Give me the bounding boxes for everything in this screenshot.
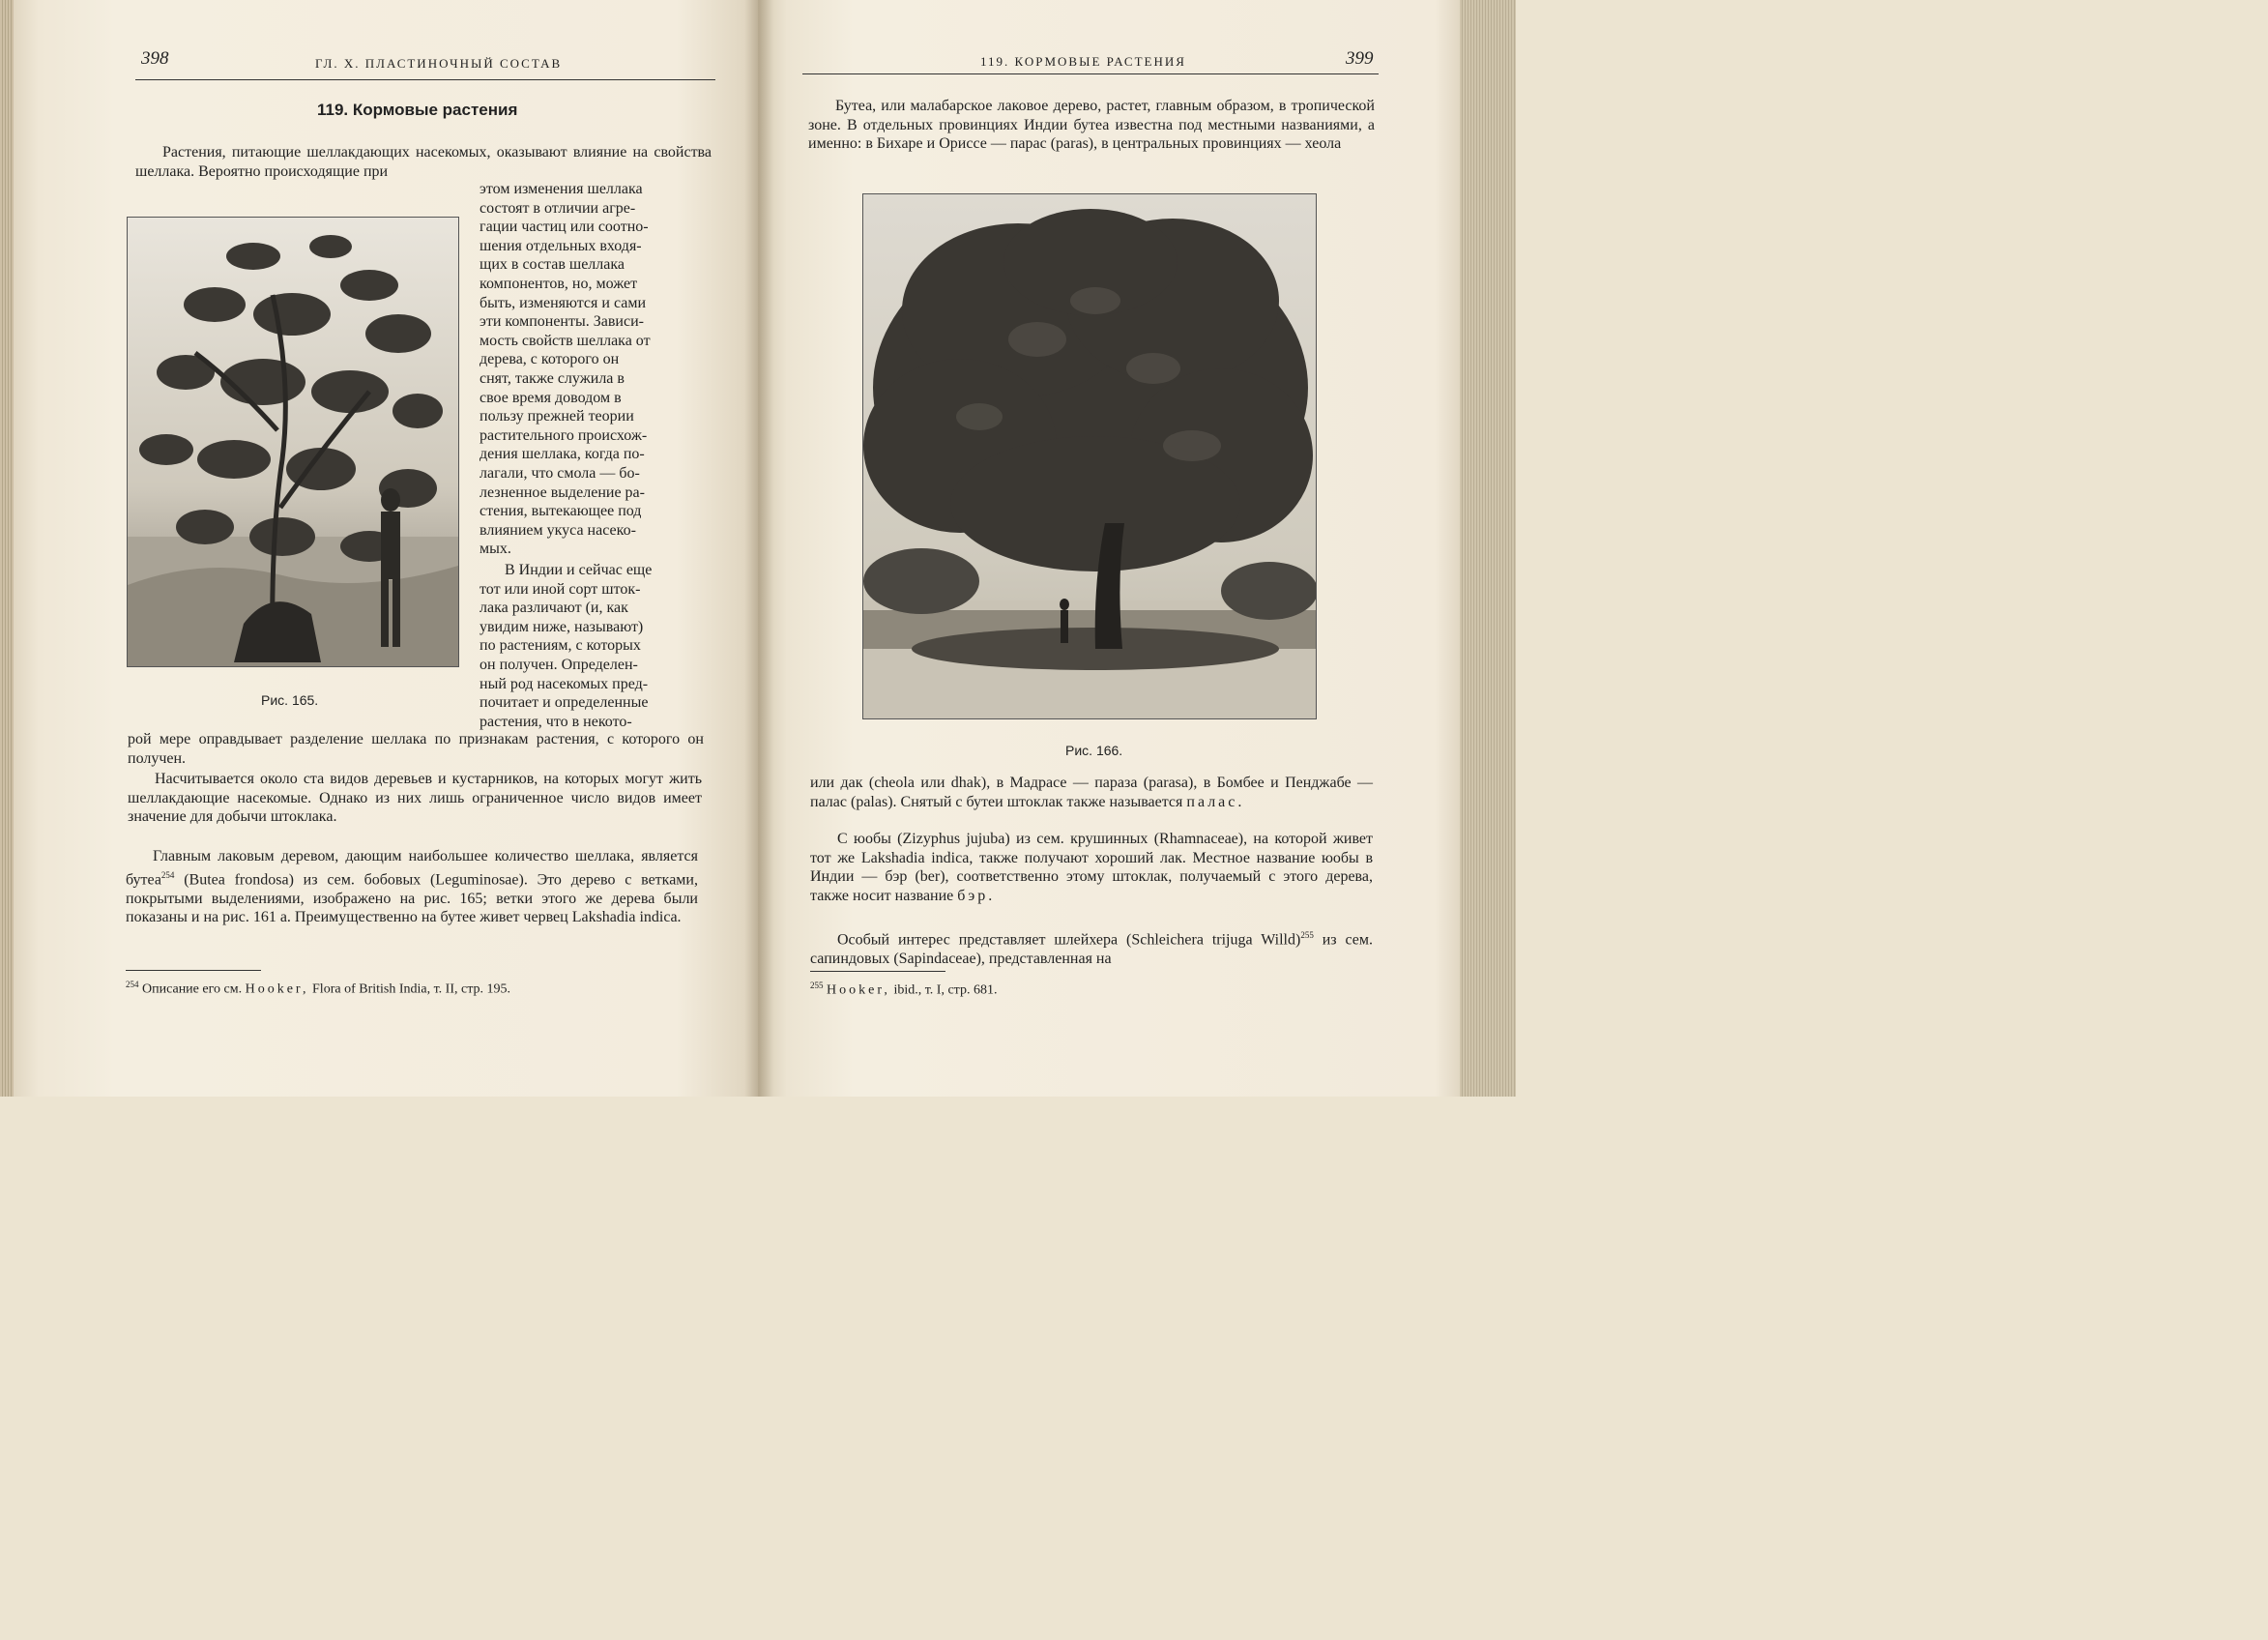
figure-166-photo [862,193,1317,719]
book-spread [0,0,1516,1097]
wrap-line: влиянием укуса насеко- [480,521,636,539]
wrap-line: щих в состав шеллака [480,256,625,274]
wrap-line: мость свойств шеллака от [480,332,651,349]
header-rule-left [135,79,715,80]
wrap-line: лагали, что смола — бо- [480,464,640,482]
wrap-line: лезненное выделение ра- [480,483,645,501]
wrap-line: лака различают (и, как [480,600,628,617]
wrap-line: стения, вытекающее под [480,503,642,520]
wrap-line: пользу прежней теории [480,408,634,425]
figure-165-photo [127,217,459,667]
footnote-ref-254[interactable]: 254 [160,869,175,880]
wrap-line: шения отдельных входя- [480,237,642,254]
wrap-line: дерева, с которого он [480,351,620,368]
wrap-column-2 [480,561,708,731]
paragraph-2: Насчитывается около ста видов деревьев и кустарников, на которых могут жить шеллакдающие насекомые. Однако из них лишь ограниченное число видов имеет значение для добычи штоклака. [128,771,702,826]
right-page-edges [1460,0,1516,1097]
after-figure-text: рой мере оправдывает разделение шеллака по признакам растения, с которого он получен. [128,731,704,767]
wrap-line: дения шеллака, когда по- [480,446,645,463]
footnote-rule-left [126,970,261,971]
right-paragraph-2: С юобы (Zizyphus jujuba) из сем. крушинных (Rhamnaceae), на которой живет тот же Lakshadia indica, также получают хороший лак. Местное название юобы в Индии — бэр (ber), соответственно этому штоклак, получаемый с этого дерева, также носит название бэр. [810,831,1373,904]
right-paragraph-1-continued: или дак (cheola или dhak), в Мадрасе — параза (parasa), в Бомбее и Пенджабе — палас (palas). Снятый с бутеи штоклак также называется палас. [810,775,1373,810]
footnote-ref-255[interactable]: 255 [1300,930,1314,940]
paragraph-3: Главным лаковым деревом, дающим наибольшее количество шеллака, является бутеа$^{254}$ (Butea frondosa) из сем. бобовых (Leguminosae). Это дерево с ветками, покрытыми выделениями, изображено на рис. 165; ветки этого же дерева были показаны и на рис. 161 а. Преимущественно на бутее живет червец Lakshadia indica. [126,848,698,926]
wrap-line: мых. [480,541,511,558]
book-gutter [744,0,773,1097]
right-paragraph-1: Бутеа, или малабарское лаковое дерево, растет, главным образом, в тропической зоне. В отдельных провинциях Индии бутеа известна под местными названиями, а именно: в Бихаре и Ориссе — парас (paras), в центральных провинциях — хеола [808,98,1375,153]
wrap-line: В Индии и сейчас еще [505,562,653,578]
wrap-line: увидим ниже, называют) [480,618,644,635]
footnote-rule-right [810,971,945,972]
right-paragraph-3: Особый интерес представляет шлейхера (Schleichera trijuga Willd)$^{255}$ из сем. сапиндовых (Sapindaceae), представленная на [810,930,1374,967]
section-title: 119. Кормовые растения [317,101,518,119]
wrap-line: по растениям, с которых [480,637,641,655]
left-page-edges [0,0,14,1097]
figure-166-caption: Рис. 166. [1065,743,1123,758]
wrap-line: он получен. Определен- [480,656,638,673]
page-number-left: 398 [141,48,169,69]
right-page [758,0,1516,1097]
page-number-right: 399 [1346,48,1374,69]
wrap-line: состоят в отличии агре- [480,199,636,217]
wrap-line: эти компоненты. Зависи- [480,313,644,331]
wrap-line: ный род насекомых пред- [480,675,649,692]
wrap-line: этом изменения шеллака [480,181,643,197]
wrap-line: почитает и определенные [480,694,649,712]
wrap-line: свое время доводом в [480,389,622,406]
wrap-line: растительного происхож- [480,426,648,444]
intro-paragraph: Растения, питающие шеллакдающих насекомых, оказывают влияние на свойства шеллака. Вероятно происходящие при [135,144,712,180]
wrap-column-1 [480,180,708,559]
wrap-line: быть, изменяются и сами [480,294,647,311]
wrap-line: растения, что в некото- [480,713,632,730]
header-rule-right [802,73,1379,74]
footnote-255: $^{255}$ Hooker, ibid., т. I, стр. 681. [810,981,998,998]
running-head-right: 119. КОРМОВЫЕ РАСТЕНИЯ [980,54,1186,69]
figure-165-caption: Рис. 165. [261,692,319,708]
left-page [0,0,758,1097]
footnote-254: $^{254}$ Описание его см. Hooker, Flora of British India, т. II, стр. 195. [126,980,511,997]
wrap-line: гации частиц или соотно- [480,219,649,236]
running-head-left: ГЛ. X. ПЛАСТИНОЧНЫЙ СОСТАВ [315,56,563,71]
wrap-line: компонентов, но, может [480,275,638,292]
wrap-line: снят, также служила в [480,369,625,387]
wrap-line: тот или иной сорт шток- [480,580,641,598]
